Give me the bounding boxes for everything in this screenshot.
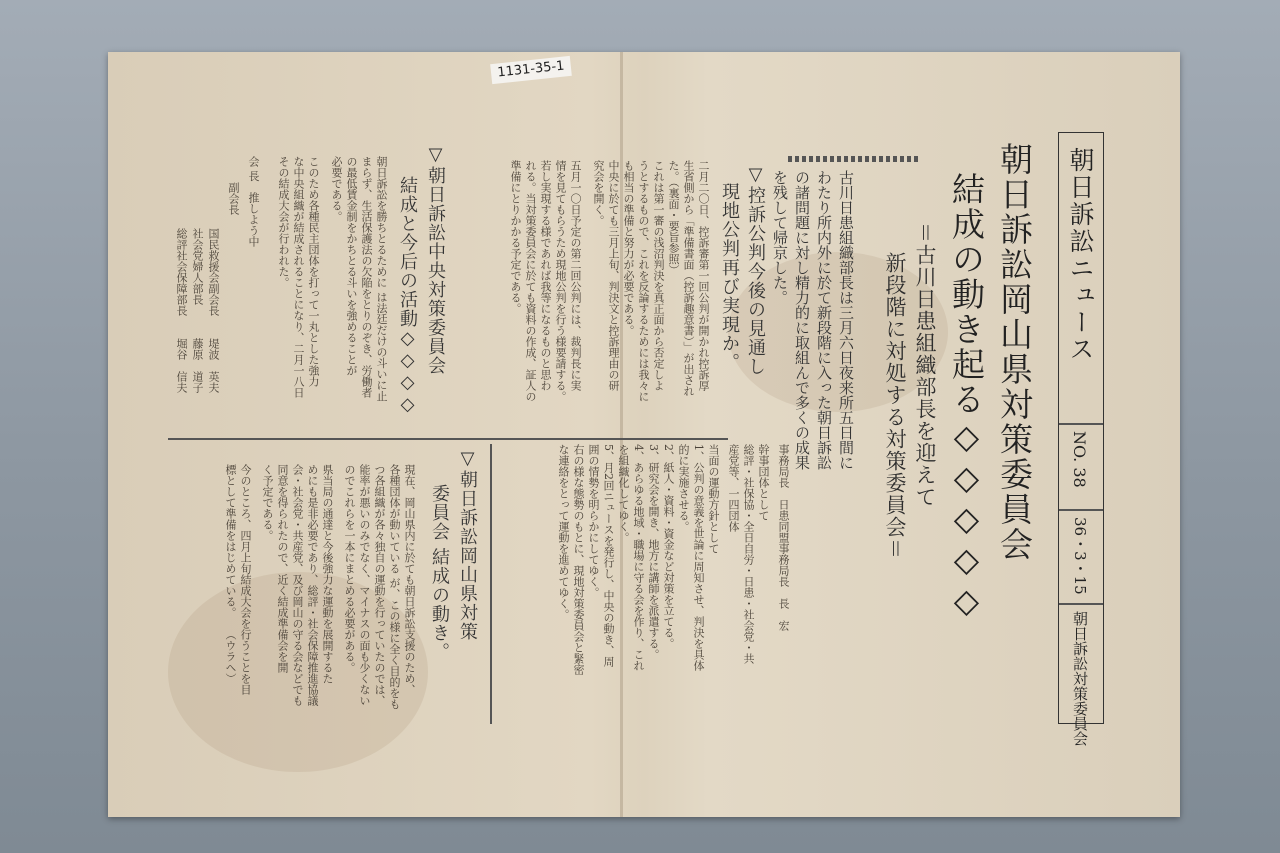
paragraph-line: まらず、生活保護法の欠陥をとりのぞき、労働者 — [360, 156, 373, 398]
paragraph-line: れる。当対策委員会に於ても資料の作成、証人の — [524, 160, 537, 402]
paragraph-line: 産党等、一四団体 — [727, 444, 740, 532]
paragraph-line: その結成大会が行われた。 — [277, 156, 290, 288]
paragraph-line: 的に実施させる。 — [677, 444, 690, 532]
officer-vice: 国民救援会副会長 堤波 英夫 — [207, 228, 220, 393]
paragraph-line: 各種団体が動いている が、この様に全く目的をも — [388, 464, 401, 710]
newsletter-page — [108, 52, 1180, 817]
section-heading-appeal: ▽控訴公判今後の見通し — [745, 164, 766, 376]
section-subheading-central: 結成と今后の活動◇◇◇◇ — [397, 176, 418, 416]
paragraph-line: 現在、岡山県内に於ても朝日訴訟支援のため、 — [403, 464, 416, 695]
section-divider — [168, 438, 728, 440]
paragraph-line: 3、研究会を開き、地方に講師を派遣する。 — [647, 444, 660, 660]
paragraph-line: このため各種民主団体を打って一丸とした強力 — [307, 156, 320, 387]
paragraph-line: 当面の運動方針として — [707, 444, 720, 554]
paragraph-line: 1、公判の意義を世論に周知させ、判決を具体 — [692, 444, 705, 671]
masthead-box — [1058, 132, 1104, 746]
paragraph-line: 幹事団体として — [757, 444, 770, 521]
publisher-org: 朝日訴訟対策委員会 — [1071, 611, 1089, 746]
headline-main: 朝日訴訟岡山県対策委員会 — [995, 142, 1034, 562]
paragraph-line: を組織化してゆく。 — [617, 444, 630, 543]
paragraph-line: 事務局長 日患同盟事務局長 長 宏 — [777, 444, 790, 631]
headline-main-2: 結成の動き起る◇◇◇◇◇ — [947, 172, 986, 622]
paragraph-line: も相当の準備と努力が必要である。 — [622, 160, 635, 336]
paragraph-line: 五月一〇日予定の第二回公判には、裁判長に実 — [569, 160, 582, 391]
paragraph-line: 同意を得られたので、近く結成準備会を開 — [276, 464, 289, 673]
lead-line: 古川日患組織部長は三月六日夜来所五日間に — [837, 170, 855, 470]
paragraph-line: 県当局の通達と今後強力な運動を展開するた — [321, 464, 334, 684]
section-heading-central: ▽朝日訴訟中央対策委員会 — [425, 144, 446, 375]
lead-top-rule — [788, 156, 918, 162]
masthead-divider — [1059, 603, 1103, 605]
paragraph-line: 若し実現する様であれば我等になるものと思わ — [539, 160, 552, 391]
paragraph-line: うとするもので、これを反論するためには我々に — [637, 160, 650, 402]
paragraph-line: めにも是非必要であり、総評・社会保障推進協議 — [306, 464, 319, 706]
lead-line: の諸問題に対し精力的に取組んで多くの成果 — [793, 170, 811, 470]
paragraph-line: の最低賃金制をかちとる斗いを強めることが — [345, 156, 358, 376]
officer-chair: 会 長 — [247, 156, 260, 182]
paragraph-line: く予定である。 — [261, 464, 274, 541]
lead-line: を残して帰京した。 — [771, 170, 789, 305]
paragraph-line: これは第一審の浅沼判決を真正面から否定しよ — [652, 160, 665, 391]
archive-label: 1131-35-1 — [490, 56, 572, 84]
officer-vice: 総評社会保障部長 堀谷 信夫 — [175, 228, 188, 393]
paragraph-line: 二月二〇日、控訴審第一回公判が開かれ控訴厚 — [697, 160, 710, 391]
officer-vice: 社会党婦人部長 藤原 道子 — [191, 228, 204, 393]
paragraph-line: 囲の情勢を明らかにしてゆく。 — [587, 444, 600, 598]
paragraph-line: 生省側から「準備書面（控訴趣意書）」が出され — [682, 160, 695, 397]
paragraph-line: 今のところ、四月上旬結成大会を行うことを目 — [239, 464, 252, 695]
paragraph-line: た。（裏面・要旨参照） — [667, 160, 680, 276]
masthead-divider — [1059, 509, 1103, 511]
section-subheading-appeal: 現地公判再び実現か。 — [719, 182, 740, 372]
officer-chair-name: 推しよう中 — [247, 192, 260, 247]
officer-vice-role: 副会長 — [227, 182, 240, 215]
paragraph-line: 究会を開く。 — [592, 160, 605, 226]
issue-date: 36・3・15 — [1071, 517, 1089, 595]
lead-line: わたり所内外に於て新段階に入った朝日訴訟 — [815, 170, 833, 470]
masthead-divider — [1059, 423, 1103, 425]
paragraph-line: 準備にとりかかる予定である。 — [509, 160, 522, 314]
headline-sub-1: ＝古川日患組織部長を迎えて — [913, 222, 937, 508]
paragraph-line: のでこれらを一本にまとめる必要がある。 — [343, 464, 356, 673]
paragraph-line: つ各組織が各々独自の運動を行っていたのでは、 — [373, 464, 386, 706]
column-rule — [490, 444, 492, 724]
paragraph-line: 中央に於ても三月上旬、判決文と控訴理由の研 — [607, 160, 620, 391]
paragraph-line: 5、月2回ニュースを発行し、中央の動き、周 — [602, 444, 615, 667]
paragraph-line: 総評・社保協・全日自労・日患・社会党・共 — [742, 444, 755, 664]
paragraph-line: 情を見てもらうため現地公判を行う様要請する。 — [554, 160, 567, 402]
issue-number: NO. 38 — [1070, 431, 1089, 488]
paragraph-line: 能率が悪いのみでなく、マイナスの面も少くない — [358, 464, 371, 706]
section-subheading-okayama: 委員会 結成の動き。 — [429, 484, 450, 662]
paragraph-line: 4、あらゆる地域・職場に守る会を作り、これ — [632, 444, 645, 671]
section-heading-okayama: ▽朝日訴訟岡山県対策 — [457, 448, 478, 641]
paragraph-line: 標として準備をはじめている。 （ウラヘ） — [224, 464, 237, 684]
paragraph-line: 朝日訴訟を勝ちとるために は法廷だけの斗いに止 — [375, 156, 388, 402]
paragraph-line: 右の様な態勢のもとに、現地対策委員会と緊密 — [572, 444, 585, 675]
headline-sub-2: 新段階に対処する対策委員会＝ — [883, 252, 907, 560]
paragraph-line: 2、紙人・資料・資金など対策を立てる。 — [662, 444, 675, 649]
paragraph-line: な中央組織が結成されることになり、二月一八日 — [292, 156, 305, 398]
masthead-title: 朝日訴訟ニュース — [1066, 147, 1095, 363]
paragraph-line: な連絡をとって運動を進めてゆく。 — [557, 444, 570, 620]
paragraph-line: 会・社会党・共産党、及び岡山の守る会などでも — [291, 464, 304, 706]
paragraph-line: 必要である。 — [330, 156, 343, 222]
